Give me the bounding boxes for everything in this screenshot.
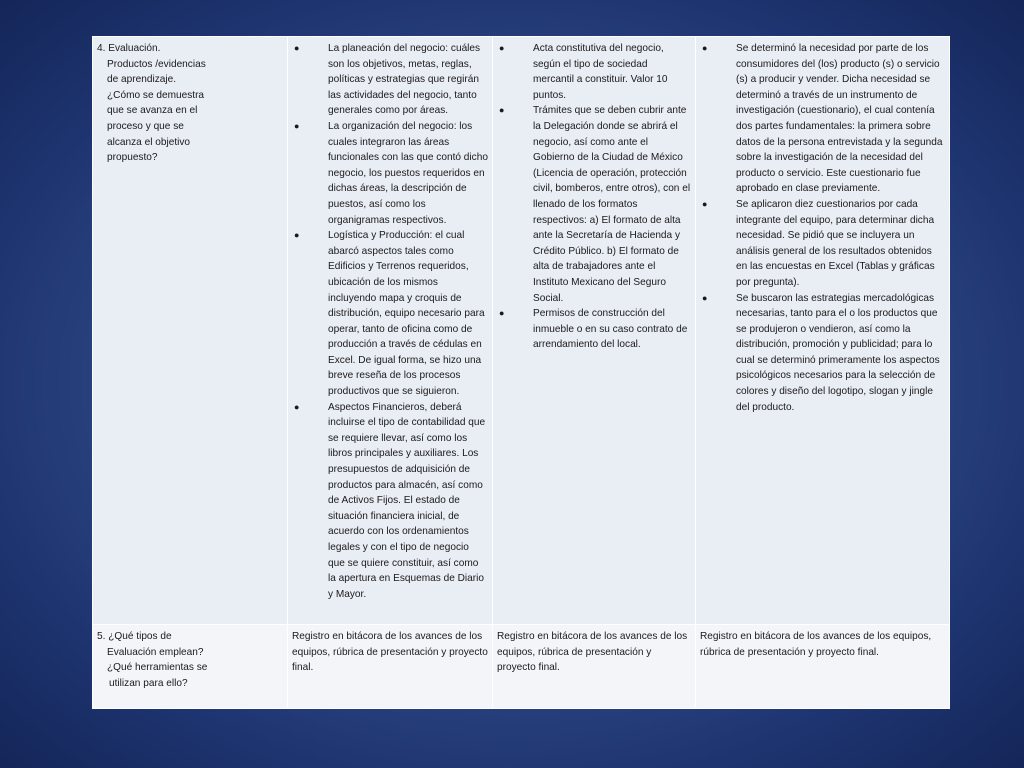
list-item-text: Se buscaron las estrategias mercadológicas necesarias, tanto para el o los productos que se produjeron o vendieron, así como la distribución, promoción y publicidad; para lo cual se determinó primeramente los aspectos psicológicos necesarios para la selección de colores y diseño del logotipo, slogan y jingle del producto. <box>736 292 940 413</box>
list-item-text: La planeación del negocio: cuáles son los objetivos, metas, reglas, políticas y estrategias que regirán las actividades del negocio, tanto generales como por áreas. <box>328 43 481 117</box>
list-item-text: La organización del negocio: los cuales integraron las áreas funcionales con las que contó dicho negocio, los puestos requeridos en dichas áreas, la descripción de puestos, así como los organigramas respectivos. <box>328 120 488 226</box>
list-item-text: Se aplicaron diez cuestionarios por cada integrante del equipo, para determinar dicha necesidad. Se pidió que se incluyera un análisis general de los resultados obtenidos en las encuestas en Excel (Tablas y gráficas por pregunta). <box>736 198 935 288</box>
registro-cell <box>288 625 493 709</box>
evaluation-table <box>92 36 950 709</box>
question-line: 5. ¿Qué tipos de <box>97 631 172 642</box>
list-item <box>292 400 488 603</box>
bullet-dot-icon: ● <box>702 43 708 53</box>
list-item <box>292 119 488 228</box>
registro-cell <box>493 625 696 709</box>
question-line: que se avanza en el <box>107 105 198 117</box>
cell-text: Registro en bitácora de los avances de los equipos, rúbrica de presentación y proyecto final. <box>292 631 488 674</box>
question-line: propuesto? <box>107 152 158 164</box>
question-line: ¿Qué herramientas se <box>107 662 208 674</box>
list-item <box>700 291 945 416</box>
table-row-evaluacion <box>93 37 950 625</box>
bullet-dot-icon: ● <box>294 401 300 412</box>
table-row-tipos-evaluacion <box>93 625 950 709</box>
question-line: ¿Cómo se demuestra <box>107 89 205 101</box>
list-item <box>497 41 691 103</box>
list-item-text: Permisos de construcción del inmueble o en su caso contrato de arrendamiento del local. <box>533 308 688 351</box>
cell-text: Registro en bitácora de los avances de los equipos, rúbrica de presentación y proyecto final. <box>497 631 688 674</box>
question-line: de aprendizaje. <box>107 74 177 86</box>
list-item <box>292 228 488 400</box>
question-line: Evaluación emplean? <box>107 646 204 658</box>
mercado-cell <box>696 37 950 625</box>
question-line: Productos /evidencias <box>107 58 206 70</box>
question-cell <box>93 625 288 709</box>
cell-text: Registro en bitácora de los avances de los equipos, rúbrica de presentación y proyecto final. <box>700 631 932 658</box>
list-item <box>700 197 945 291</box>
list-item-text: Trámites que se deben cubrir ante la Delegación donde se abrirá el negocio, así como ante el Gobierno de la Ciudad de México (Licencia de operación, protección civil, bomberos, entre otros), con el llenado de los formatos respectivos: a) El formato de alta ante la Secretaría de Hacienda y Crédito Público. b) El formato de alta de trabajadores ante el Instituto Mexicano del Seguro Social. <box>533 105 691 304</box>
list-item <box>292 41 488 119</box>
bullet-dot-icon: ● <box>499 105 505 116</box>
tramites-cell <box>493 37 696 625</box>
registro-cell <box>696 625 950 709</box>
bullet-list <box>292 41 488 602</box>
bullet-dot-icon: ● <box>294 43 300 53</box>
bullet-dot-icon: ● <box>499 308 505 319</box>
question-line: proceso y que se <box>107 120 184 132</box>
list-item <box>497 306 691 353</box>
bullet-dot-icon: ● <box>294 230 300 241</box>
question-cell <box>93 37 288 625</box>
list-item <box>497 103 691 306</box>
bullet-list <box>700 41 945 415</box>
bullet-list <box>497 41 691 353</box>
list-item <box>700 41 945 197</box>
list-item-text: Logística y Producción: el cual abarcó aspectos tales como Edificios y Terrenos requeridos, ubicación de los mismos incluyendo mapa y croquis de distribución, equipo necesario para operar, tanto de oficina como de producción a través de cédulas en Excel. De igual forma, se hizo una breve reseña de los procesos productivos que se siguieron. <box>328 230 485 398</box>
question-line: alcanza el objetivo <box>107 136 191 148</box>
bullet-dot-icon: ● <box>702 198 708 209</box>
negocio-aspects-cell <box>288 37 493 625</box>
bullet-dot-icon: ● <box>702 292 708 303</box>
list-item-text: Se determinó la necesidad por parte de los consumidores del (los) producto (s) o servicio (s) a producir y vender. Dicha necesidad se determinó a través de un instrumento de investigación (cuestionario), el cual contenía dos partes fundamentales: la primera sobre datos de la persona entrevistada y la segunda sobre la investigación de la necesidad del producto o servicio. Este cuestionario fue aprobado en clase previamente. <box>736 43 943 195</box>
list-item-text: Aspectos Financieros, deberá incluirse el tipo de contabilidad que se requiere llevar, así como los libros principales y auxiliares. Los presupuestos de adquisición de productos para almacén, así como de Activos Fijos. El estado de situación financiera inicial, de acuerdo con los ordenamientos legales y con el tipo de negocio que se quiere constituir, así como la apertura en Esquemas de Diario y Mayor. <box>328 401 486 600</box>
question-line: utilizan para ello? <box>109 677 188 689</box>
list-item-text: Acta constitutiva del negocio, según el tipo de sociedad mercantil a constituir. Valor 10 puntos. <box>533 43 668 101</box>
bullet-dot-icon: ● <box>499 43 505 53</box>
bullet-dot-icon: ● <box>294 120 300 131</box>
question-line: 4. Evaluación. <box>97 43 161 54</box>
